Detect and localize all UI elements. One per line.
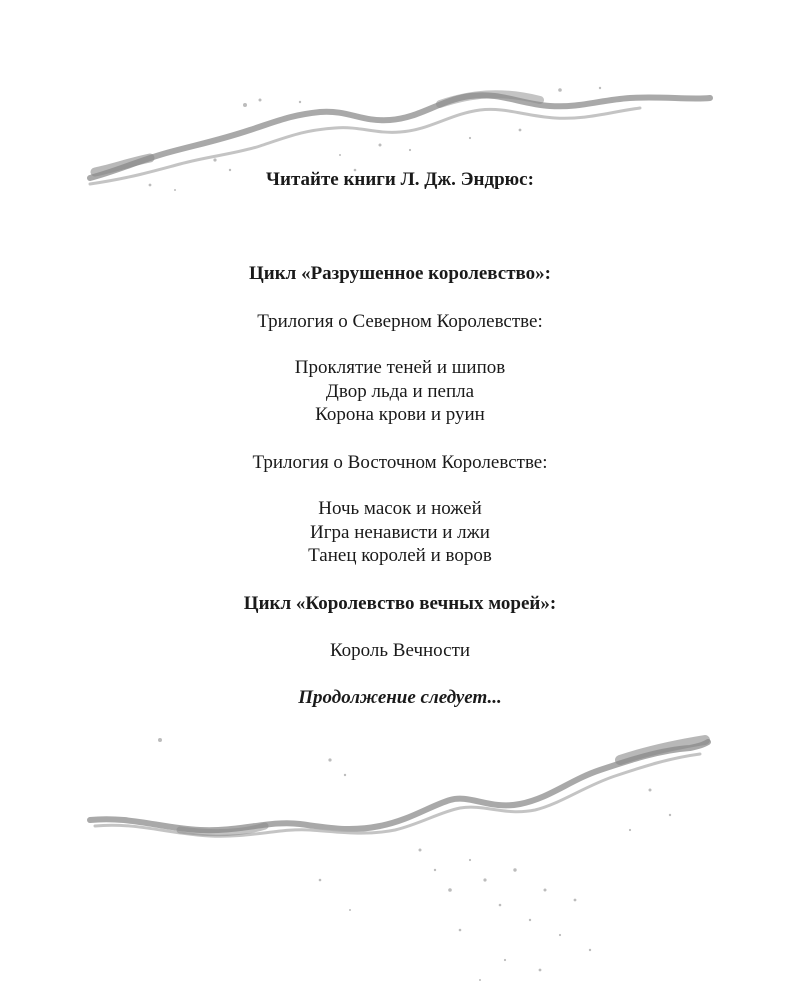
book-title: Двор льда и пепла bbox=[325, 380, 475, 402]
trilogy-title-eastern: Трилогия о Восточном Королевстве: bbox=[252, 452, 548, 473]
book-title: Ночь масок и ножей bbox=[318, 498, 482, 519]
series-title-eternal-seas: Цикл «Королевство вечных морей»: bbox=[243, 593, 557, 614]
book-title-king-of-eternity: Король Вечности bbox=[329, 640, 471, 661]
book-title: Корона крови и руин bbox=[315, 404, 485, 425]
page-title: Читайте книги Л. Дж. Эндрюс: bbox=[266, 169, 534, 190]
series-title-broken-kingdom: Цикл «Разрушенное королевство»: bbox=[248, 263, 551, 284]
top-water-splash-decoration bbox=[0, 60, 800, 230]
bottom-water-splash-decoration bbox=[0, 720, 800, 1000]
book-list-northern bbox=[0, 356, 800, 427]
book-title: Проклятие теней и шипов bbox=[294, 357, 506, 378]
book-title: Игра ненависти и лжи bbox=[310, 521, 490, 543]
book-title: Танец королей и воров bbox=[308, 545, 492, 566]
trilogy-title-northern: Трилогия о Северном Королевстве: bbox=[257, 311, 543, 332]
book-list-eastern bbox=[0, 497, 800, 568]
to-be-continued: Продолжение следует... bbox=[298, 687, 502, 708]
